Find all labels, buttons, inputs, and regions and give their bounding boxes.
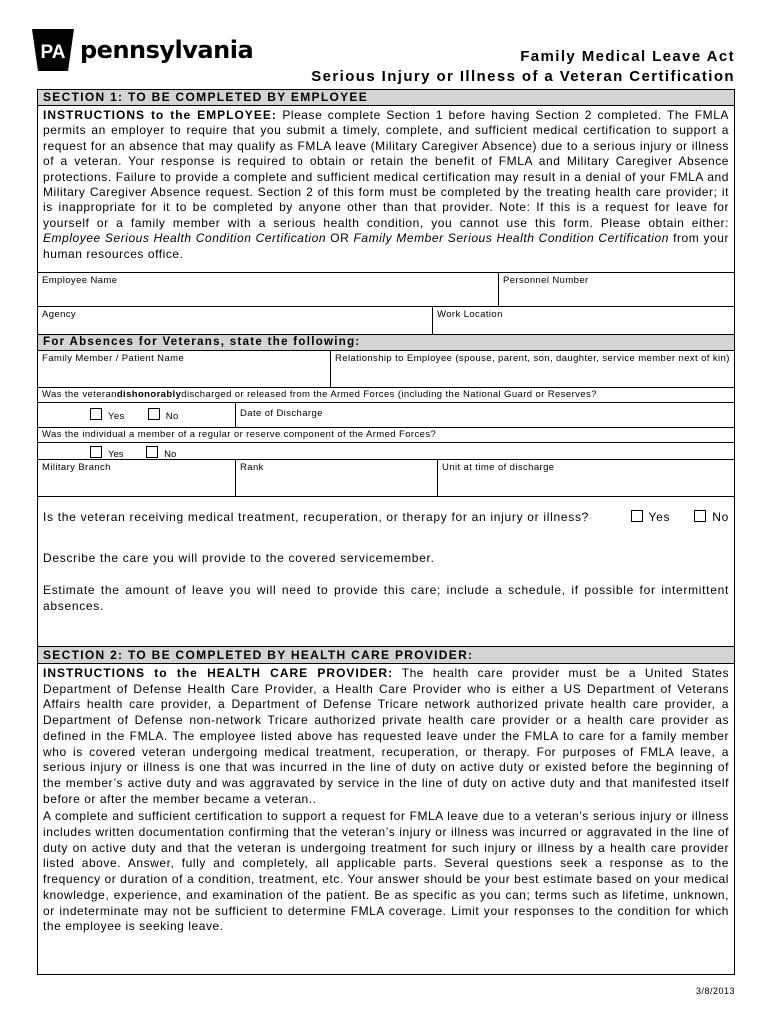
discharge-yes-no [38,403,235,427]
provider-paragraph-2: A complete and sufficient certification to support a request for FMLA leave due to a veteran’s serious injury or illness includes written documentation confirming that the veteran’s injury or illness was incurred or aggravated in the line of duty on active duty and that the veteran is undergoing treatment for such injury or illness by a health care provider listed above. Answer, fully and completely, all applicable parts. Several questions seek a response as to the frequency or duration of a condition, treatment, etc. Your answer should be your best estimate based on your medical knowledge, experience, and examination of the patient. Be as specific as you can; terms such as lifetime, unknown, or indeterminate may not be sufficient to determine FMLA coverage. Limit your responses to the condition for which the employee is seeking leave. [43,809,729,934]
no-label: No [165,411,179,422]
veterans-header: For Absences for Veterans, state the following: [38,335,734,351]
employee-name-label: Employee Name [42,275,118,286]
member-question: Was the individual a member of a regular or reserve component of the Armed Forces? [38,428,734,443]
employee-instructions [38,106,734,272]
work-location-field[interactable] [432,307,734,334]
discharge-no-checkbox[interactable] [148,408,160,420]
employee-instructions-label: INSTRUCTIONS to the EMPLOYEE: [43,108,277,122]
member-yes-checkbox[interactable] [90,446,102,458]
date-of-discharge-label: Date of Discharge [240,408,323,419]
agency-field[interactable] [38,307,432,334]
discharge-question-pre: Was the veteran [42,389,117,400]
section2-header: SECTION 2: TO BE COMPLETED BY HEALTH CARE PROVIDER: [38,647,734,664]
yes-label: Yes [108,411,125,422]
certification-form [37,89,735,975]
relationship-field[interactable] [330,351,734,387]
employee-name-field[interactable] [38,273,498,306]
agency-label: Agency [42,309,77,320]
military-branch-label: Military Branch [42,462,111,473]
relationship-label: Relationship to Employee (spouse, parent, son, daughter, service member next of kin) [335,353,730,364]
section1-header: SECTION 1: TO BE COMPLETED BY EMPLOYEE [38,90,734,106]
family-member-row [38,351,734,388]
military-branch-field[interactable] [38,460,235,496]
discharge-answer-row [38,403,734,428]
logo-name: pennsylvania [80,36,254,64]
estimate-question: Estimate the amount of leave you will need to provide this care; include a schedule, if possible for intermittent absences. [43,583,729,613]
agency-row [38,307,734,335]
yes-label: Yes [108,449,124,460]
instr-end: from your human resources office. [43,231,729,261]
discharge-question-post: discharged or released from the Armed Forces (including the National Guard or Reserves? [181,389,597,400]
pennsylvania-logo [30,28,253,72]
revision-date: 3/8/2013 [695,986,735,996]
form-title: Family Medical Leave Act [520,48,735,65]
provider-instructions-text: The health care provider must be a United States Department of Defense Health Care Provider, a Health Care Provider who is either a US Department of Veterans Affairs health care provider, a Department of Defense Tricare network authorized private health care provider, a Department of Defense non-network Tricare authorized private health care provider or a health care provider as defined in the FMLA. The employee listed above has requested leave under the FMLA to care for a family member who is covered veteran undergoing medical treatment, recuperation, or therapy. For purposes of FMLA leave, a serious injury or illness is one that was incurred in the line of duty on active duty or existed before the beginning of the member’s active duty and was aggravated by service in the line of duty on active duty and that manifested itself before or after the member became a veteran.. [43,666,729,806]
employee-instructions-text: Please complete Section 1 before having Section 2 completed. The FMLA permits an employer to require that you submit a timely, complete, and sufficient medical certification to support a request for an absence that may qualify as FMLA leave (Military Caregiver Absence) due to a serious injury or illness of a veteran. Your response is required to obtain or retain the benefit of FMLA and Military Caregiver Absence protections. Failure to provide a complete and sufficient medical certification may result in a denial of your FMLA and Military Caregiver Absence request. Section 2 of this form must be completed by the treating health care provider; it is inappropriate for it to be completed by anyone other than that provider. Note: If this is a request for leave for yourself or a family member with a serious health condition, you cannot use this form. Please obtain either: [43,108,729,230]
no-label: No [164,449,177,460]
member-yes-no [38,443,734,459]
discharge-yes-checkbox[interactable] [90,408,102,420]
personnel-number-label: Personnel Number [503,275,589,286]
employee-condition-form-link: Employee Serious Health Condition Certification [43,231,327,246]
employee-row [38,272,734,307]
care-question: Describe the care you will provide to the covered servicemember. [43,551,435,565]
personnel-number-field[interactable] [498,273,734,306]
rank-field[interactable] [235,460,437,496]
military-row [38,459,734,497]
unit-field[interactable] [437,460,734,496]
treatment-question-text: Is the veteran receiving medical treatment, recuperation, or therapy for an injury or illness? [43,510,590,524]
discharge-question-bold: dishonorably [116,389,182,400]
no-label: No [712,510,729,524]
discharge-question [38,388,734,403]
family-condition-form-link: Family Member Serious Health Condition Certification [353,231,669,246]
work-location-label: Work Location [437,309,503,320]
provider-instructions [38,664,734,807]
unit-label: Unit at time of discharge [442,462,555,473]
family-member-label: Family Member / Patient Name [42,353,185,364]
instr-or: OR [326,231,354,246]
care-details-area [38,497,734,647]
page-header [30,28,735,88]
yes-label: Yes [648,510,671,524]
date-of-discharge-field[interactable] [235,403,734,427]
member-no-checkbox[interactable] [146,446,158,458]
treatment-no-checkbox[interactable] [694,510,706,522]
treatment-yes-checkbox[interactable] [631,510,643,522]
rank-label: Rank [240,462,264,473]
provider-instructions-label: INSTRUCTIONS to the HEALTH CARE PROVIDER: [43,666,394,680]
form-subtitle: Serious Injury or Illness of a Veteran Certification [311,68,735,85]
treatment-question [38,497,734,524]
keystone-icon [30,27,76,73]
logo-mark: PA [40,42,66,63]
family-member-field[interactable] [38,351,330,387]
